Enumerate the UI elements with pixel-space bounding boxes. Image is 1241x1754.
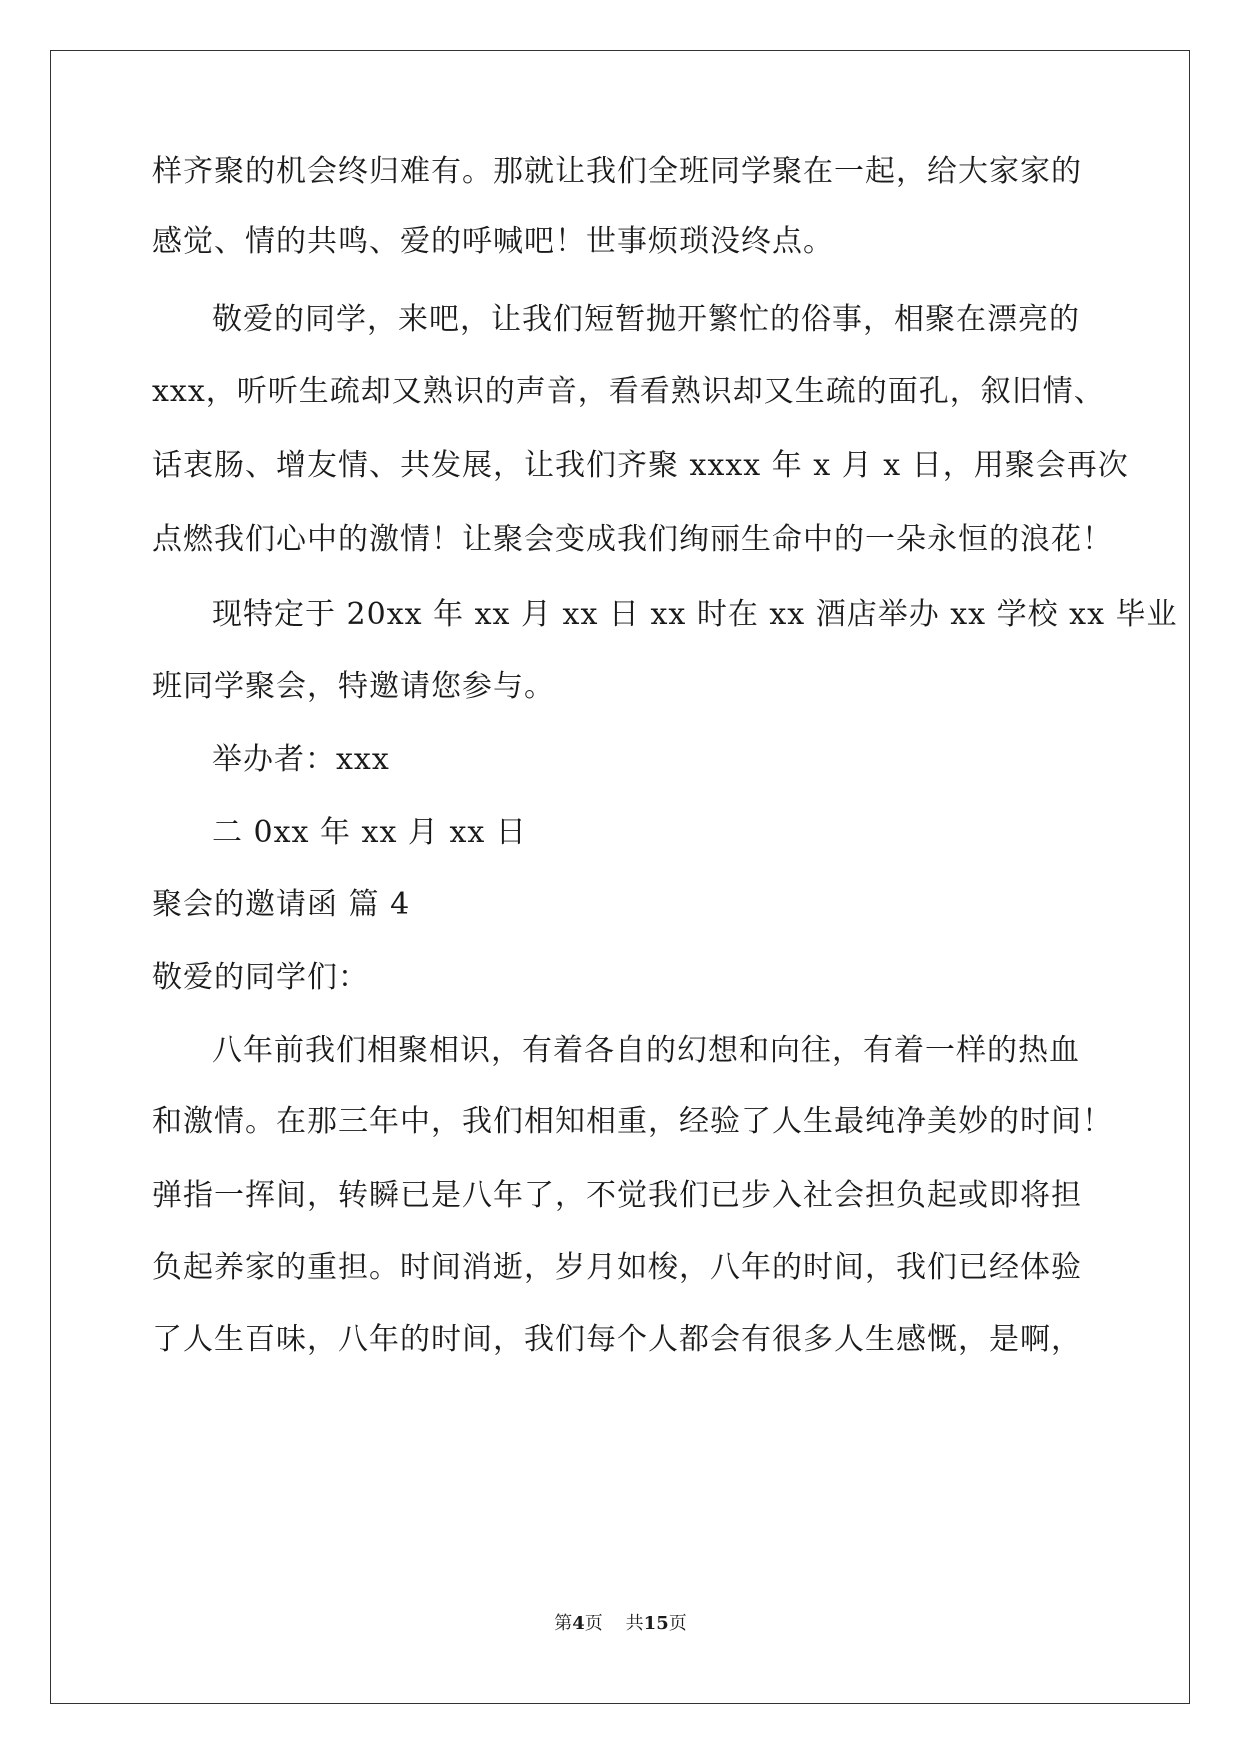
text-line: 敬爱的同学，来吧，让我们短暂抛开繁忙的俗事，相聚在漂亮的 <box>212 302 1080 337</box>
text-line: 八年前我们相聚相识，有着各自的幻想和向往，有着一样的热血 <box>212 1033 1080 1068</box>
page-prefix: 第 <box>554 1613 573 1634</box>
date-line: 二 0xx 年 xx 月 xx 日 <box>212 815 527 850</box>
text-line: 和激情。在那三年中，我们相知相重，经验了人生最纯净美妙的时间！ <box>152 1104 1113 1139</box>
text-line: 负起养家的重担。时间消逝，岁月如梭，八年的时间，我们已经体验 <box>152 1250 1082 1285</box>
organizer-line: 举办者：xxx <box>212 742 390 777</box>
text-line: 话衷肠、增友情、共发展，让我们齐聚 xxxx 年 x 月 x 日，用聚会再次 <box>152 448 1129 483</box>
text-line: xxx，听听生疏却又熟识的声音，看看熟识却又生疏的面孔，叙旧情、 <box>152 374 1105 409</box>
text-line: 弹指一挥间，转瞬已是八年了，不觉我们已步入社会担负起或即将担 <box>152 1178 1082 1213</box>
page-suffix: 页 <box>584 1613 603 1634</box>
total-prefix: 共 <box>625 1613 644 1634</box>
text-line: 样齐聚的机会终归难有。那就让我们全班同学聚在一起，给大家家的 <box>152 154 1082 189</box>
text-line: 点燃我们心中的激情！让聚会变成我们绚丽生命中的一朵永恒的浪花！ <box>152 522 1113 557</box>
page-border <box>50 50 1190 1704</box>
total-suffix: 页 <box>668 1613 687 1634</box>
section-heading: 聚会的邀请函 篇 4 <box>152 887 411 922</box>
page-footer <box>0 1612 1241 1636</box>
text-line: 了人生百味，八年的时间，我们每个人都会有很多人生感慨，是啊， <box>152 1322 1082 1357</box>
text-line: 班同学聚会，特邀请您参与。 <box>152 669 555 704</box>
salutation: 敬爱的同学们： <box>152 960 369 995</box>
total-pages: 15 <box>643 1613 669 1634</box>
page-number: 4 <box>572 1613 585 1634</box>
text-line: 现特定于 20xx 年 xx 月 xx 日 xx 时在 xx 酒店举办 xx 学校 xx 毕业 <box>212 597 1178 632</box>
text-line: 感觉、情的共鸣、爱的呼喊吧！世事烦琐没终点。 <box>152 224 834 259</box>
